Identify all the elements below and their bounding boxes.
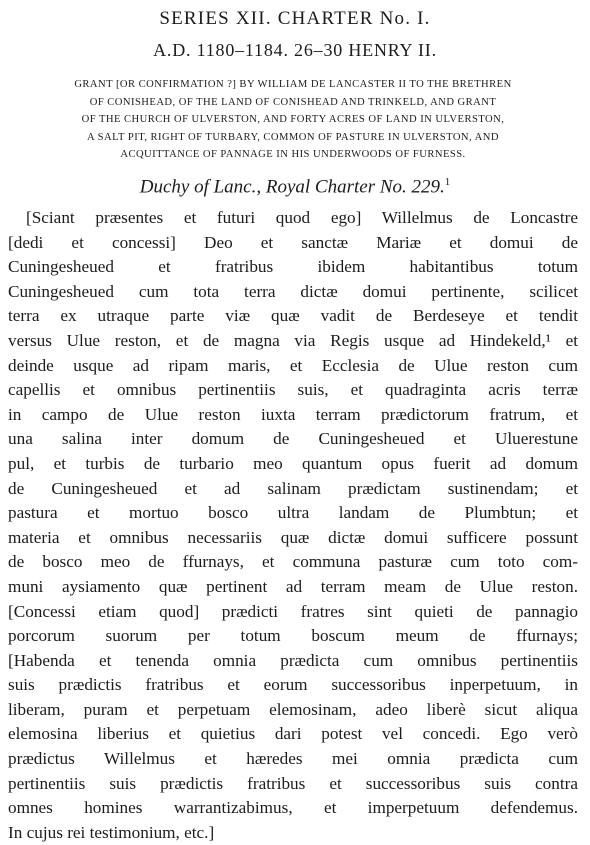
charter-line: de bosco meo de ffurnays, et communa pasturæ cum toto com- bbox=[8, 552, 578, 572]
grant-line: OF THE CHURCH OF ULVERSTON, AND FORTY ACRES OF LAND IN ULVERSTON, bbox=[81, 114, 505, 125]
charter-line: Cuningesheued cum tota terra dictæ domui pertinente, scilicet bbox=[8, 281, 578, 301]
charter-line: omnes homines warrantizabimus, et imperpetuum defendemus. bbox=[8, 798, 578, 818]
grant-line: OF CONISHEAD, OF THE LAND OF CONISHEAD AND TRINKELD, AND GRANT bbox=[89, 96, 497, 108]
grant-line: ACQUITTANCE OF PANNAGE IN HIS UNDERWOODS OF FURNESS. bbox=[120, 149, 466, 160]
source-text: Duchy of Lanc., Royal Charter No. 229. bbox=[139, 176, 445, 198]
grant-line: A SALT PIT, RIGHT OF TURBARY, COMMON OF PASTURE IN ULVERSTON, AND bbox=[87, 131, 499, 143]
charter-line: suis prædictis fratribus et eorum successoribus inperpetuum, in bbox=[8, 675, 578, 695]
footnote-marker: 1 bbox=[444, 176, 451, 188]
charter-line: pul, et turbis de turbario meo quantum opus fuerit ad domum bbox=[8, 453, 578, 473]
charter-line: pastura et mortuo bosco ultra landam de Plumbtun; et bbox=[8, 503, 578, 523]
charter-line: terra ex utraque parte viæ quæ vadit de Berdeseye et tendit bbox=[8, 306, 578, 326]
charter-line: prædictus Willelmus et hæredes mei omnia prædicta cum bbox=[8, 749, 578, 769]
charter-line: materia et omnibus necessariis quæ dictæ domui sufficere possunt bbox=[8, 527, 578, 547]
charter-line: [dedi et concessi] Deo et sanctæ Mariæ et domui de bbox=[8, 232, 578, 252]
charter-text bbox=[8, 206, 578, 845]
charter-line: deinde usque ad ripam maris, et Ecclesia de Ulue reston cum bbox=[8, 355, 578, 375]
charter-line: [Sciant præsentes et futuri quod ego] Willelmus de Loncastre bbox=[26, 208, 578, 227]
charter-line: capellis et omnibus pertinentiis suis, et quadraginta acris terræ bbox=[8, 380, 578, 400]
charter-line: pertinentiis suis prædictis fratribus et successoribus suis contra bbox=[8, 773, 578, 793]
charter-line: [Concessi etiam quod] prædicti fratres sint quieti de pannagio bbox=[8, 601, 578, 621]
grant-summary bbox=[6, 76, 580, 164]
charter-line: in campo de Ulue reston iuxta terram prædictorum fratrum, et bbox=[8, 404, 578, 424]
charter-line: versus Ulue reston, et de magna via Regis usque ad Hindekeld,¹ et bbox=[8, 330, 578, 350]
charter-line: una salina inter domum de Cuningesheued et Uluerestune bbox=[8, 429, 578, 449]
source-citation bbox=[0, 176, 590, 198]
charter-line: muni aysiamento quæ pertinent ad terram meam de Ulue reston. bbox=[8, 576, 578, 596]
charter-line: [Habenda et tenenda omnia prædicta cum omnibus pertinentiis bbox=[8, 650, 578, 670]
date-heading: A.D. 1180–1184. 26–30 HENRY II. bbox=[153, 40, 437, 60]
charter-line: elemosina liberius et quietius dari potest vel concedi. Ego verò bbox=[8, 724, 578, 744]
charter-line: In cujus rei testimonium, etc.] bbox=[8, 822, 215, 842]
series-heading: SERIES XII. CHARTER No. I. bbox=[159, 8, 431, 29]
charter-line: de Cuningesheued et ad salinam prædictam sustinendam; et bbox=[8, 478, 578, 498]
charter-line: Cuningesheued et fratribus ibidem habitantibus totum bbox=[8, 257, 578, 277]
charter-line: porcorum suorum per totum boscum meum de ffurnays; bbox=[8, 626, 578, 646]
grant-line: GRANT [OR CONFIRMATION ?] BY WILLIAM DE LANCASTER II TO THE BRETHREN bbox=[74, 79, 512, 90]
charter-line: liberam, puram et perpetuam elemosinam, adeo liberè sicut aliqua bbox=[8, 699, 578, 719]
